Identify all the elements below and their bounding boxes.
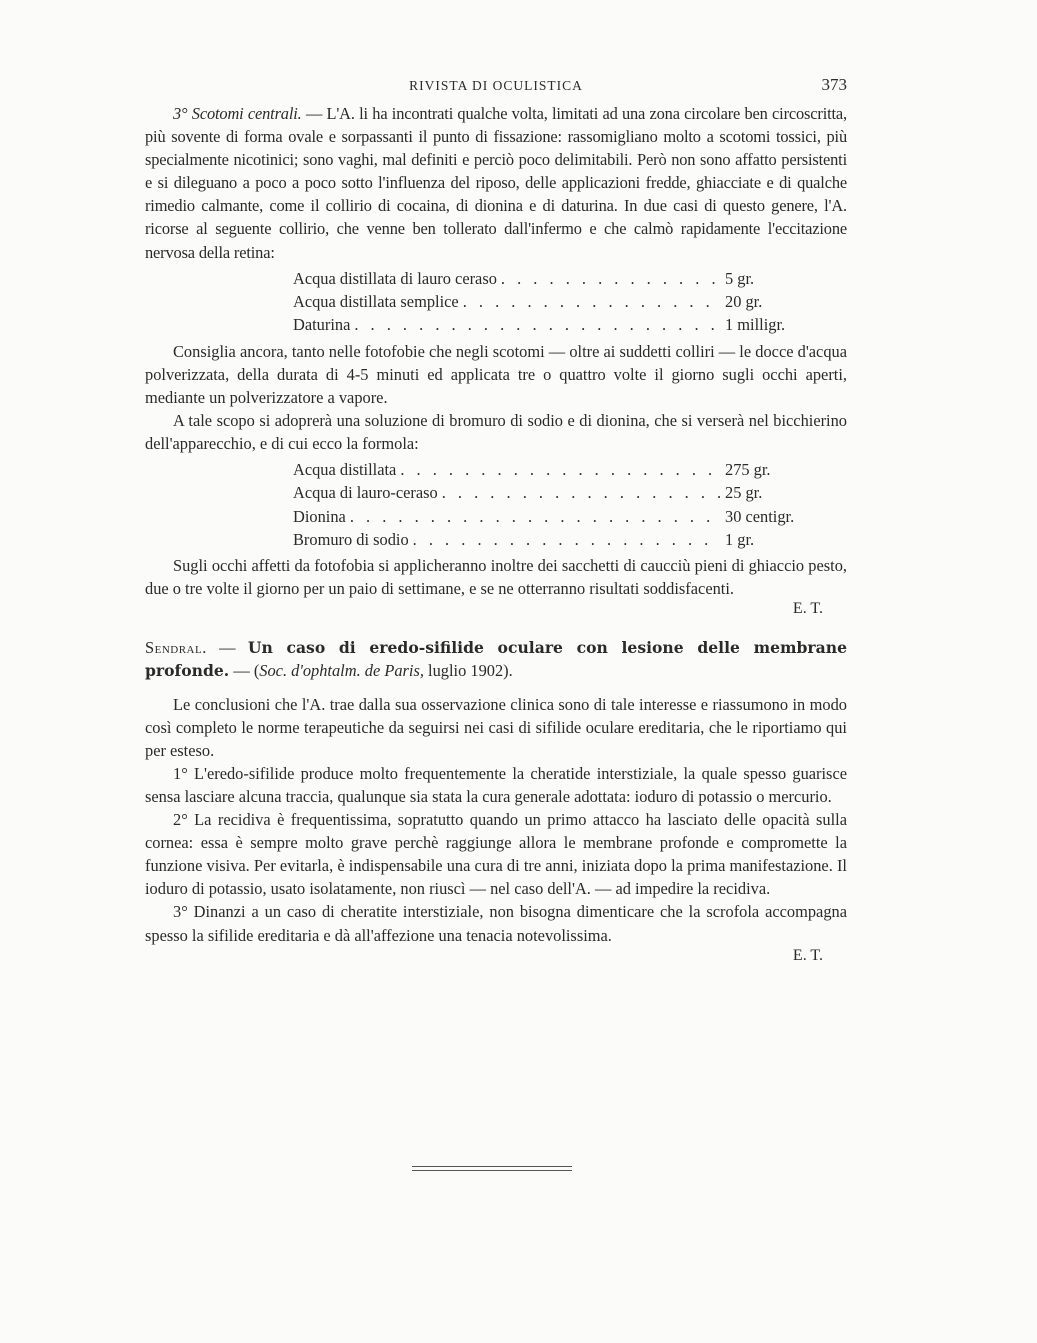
paragraph-scotomi [145, 102, 847, 264]
running-title: RIVISTA DI OCULISTICA [409, 78, 583, 93]
paragraph-text: Sugli occhi affetti da fotofobia si applicheranno inoltre dei sacchetti di caucciù pieni di ghiaccio pesto, due o tre volte il giorno per un paio di settimane, e se ne otterranno risultati soddisfacenti. [145, 556, 847, 599]
section-label: 3° Scotomi centrali. [173, 104, 302, 123]
paragraph-text: — L'A. li ha incontrati qualche volta, limitati ad una zona circolare ben circoscritta, più sovente di forma ovale e sorpassanti il punto di fissazione: rassomigliano molto a scotomi tossici, più specialmente nicotinici; sono vaghi, mal definiti e perciò poco delimitabili. Però non sono affatto persistenti e si dileguano a poco a poco sotto l'influenza del riposo, delle applicazioni fredde, ghiacciate e di qualche rimedio calmante, come il collirio di cocaina, di dionina e di daturina. In due casi di questo genere, l'A. ricorse al seguente collirio, che venne ben tollerato dall'infermo e che calmò rapidamente l'eccitazione nervosa della retina: [145, 104, 847, 262]
ingredient-qty: 20 gr. [725, 291, 763, 311]
review-heading: Sendral. — Un caso di eredo-sifilide oculare con lesione delle membrane profonde. — (Soc. d'ophtalm. de Paris, luglio 1902). [145, 638, 847, 681]
ingredient-qty: 1 gr. [725, 529, 755, 549]
ingredient-name: Acqua distillata di lauro ceraso [293, 268, 497, 288]
ingredient-name: Acqua di lauro-ceraso [293, 483, 438, 503]
ingredient-qty: 30 centigr. [725, 506, 795, 526]
signature-line [145, 947, 847, 965]
recipe-row [293, 458, 813, 481]
recipe-row [293, 528, 813, 551]
page [145, 72, 847, 965]
paragraph-scopo: A tale scopo si adoprerà una soluzione di bromuro di sodio e di dionina, che si verserà nel bicchierino dell'apparecchio, e di cui ecco la formola: [145, 410, 847, 453]
paragraph-point-1: 1° L'eredo-sifilide produce molto frequentemente la cheratide interstiziale, la quale spesso guarisce sensa lasciare alcuna traccia, qualunque sia stata la cura generale adottata: ioduro di potassio o mercurio. [145, 763, 847, 806]
ingredient-qty: 275 gr. [725, 460, 771, 480]
paragraph-conclusioni: Le conclusioni che l'A. trae dalla sua osservazione clinica sono di tale interesse e riassumono in modo così completo le norme terapeutiche da seguirsi nei casi di sifilide oculare ereditaria, che le riportiamo qui per esteso. [145, 694, 847, 760]
ingredient-name: Acqua distillata semplice [293, 291, 459, 311]
recipe-row [293, 481, 813, 504]
signature-line [145, 600, 847, 618]
recipe-collirio [293, 267, 813, 337]
recipe-row [293, 267, 813, 290]
review-source: Soc. d'ophtalm. de Paris, [259, 661, 424, 681]
page-number: 373 [821, 75, 847, 94]
signature: E. T. [792, 600, 823, 618]
paragraph-point-2: 2° La recidiva è frequentissima, sopratutto quando un primo attacco ha lasciato delle opacità sulla cornea: essa è sempre molto grave perchè raggiunge allora le membrane profonde e compromette la funzione visiva. Per evitarla, è indispensabile una cura di tre anni, iniziata dopo la prima manifestazione. Il ioduro di potassio, usato isolatamente, non riuscì — nel caso dell'A. — ad impedire la recidiva. [145, 810, 847, 899]
recipe-row [293, 505, 813, 528]
paragraph-text: 3° Dinanzi a un caso di cheratite interstiziale, non bisogna dimenticare che la scrofola accompagna spesso la sifilide ereditaria e dà all'affezione una tenacia notevolissima. [145, 902, 847, 945]
ingredient-name: Acqua distillata [293, 460, 397, 480]
review-title: Un caso di eredo-sifilide oculare con lesione delle membrane profonde. [145, 638, 847, 681]
paragraph-consiglia: Consiglia ancora, tanto nelle fotofobie che negli scotomi — oltre ai suddetti colliri — le docce d'acqua polverizzata, della durata di 4-5 minuti ed applicata tre o quattro volte il giorno sugli occhi aperti, mediante un polverizzatore a vapore. [145, 341, 847, 407]
review-date: luglio 1902). [423, 661, 513, 681]
ingredient-name: Dionina [293, 506, 346, 526]
ingredient-name: Bromuro di sodio [293, 529, 409, 549]
signature: E. T. [792, 946, 823, 964]
recipe-soluzione [293, 458, 813, 551]
ingredient-name: Daturina [293, 315, 351, 335]
recipe-row [293, 290, 813, 313]
review-author: Sendral. [145, 638, 207, 658]
ingredient-qty: 5 gr. [725, 268, 755, 288]
ingredient-qty: 1 milligr. [725, 315, 786, 335]
ingredient-qty: 25 gr. [725, 483, 763, 503]
paragraph-fotofobia [145, 554, 847, 600]
recipe-row [293, 313, 813, 336]
section-divider [412, 1166, 572, 1174]
paragraph-point-3 [145, 900, 847, 946]
running-head [145, 72, 847, 102]
